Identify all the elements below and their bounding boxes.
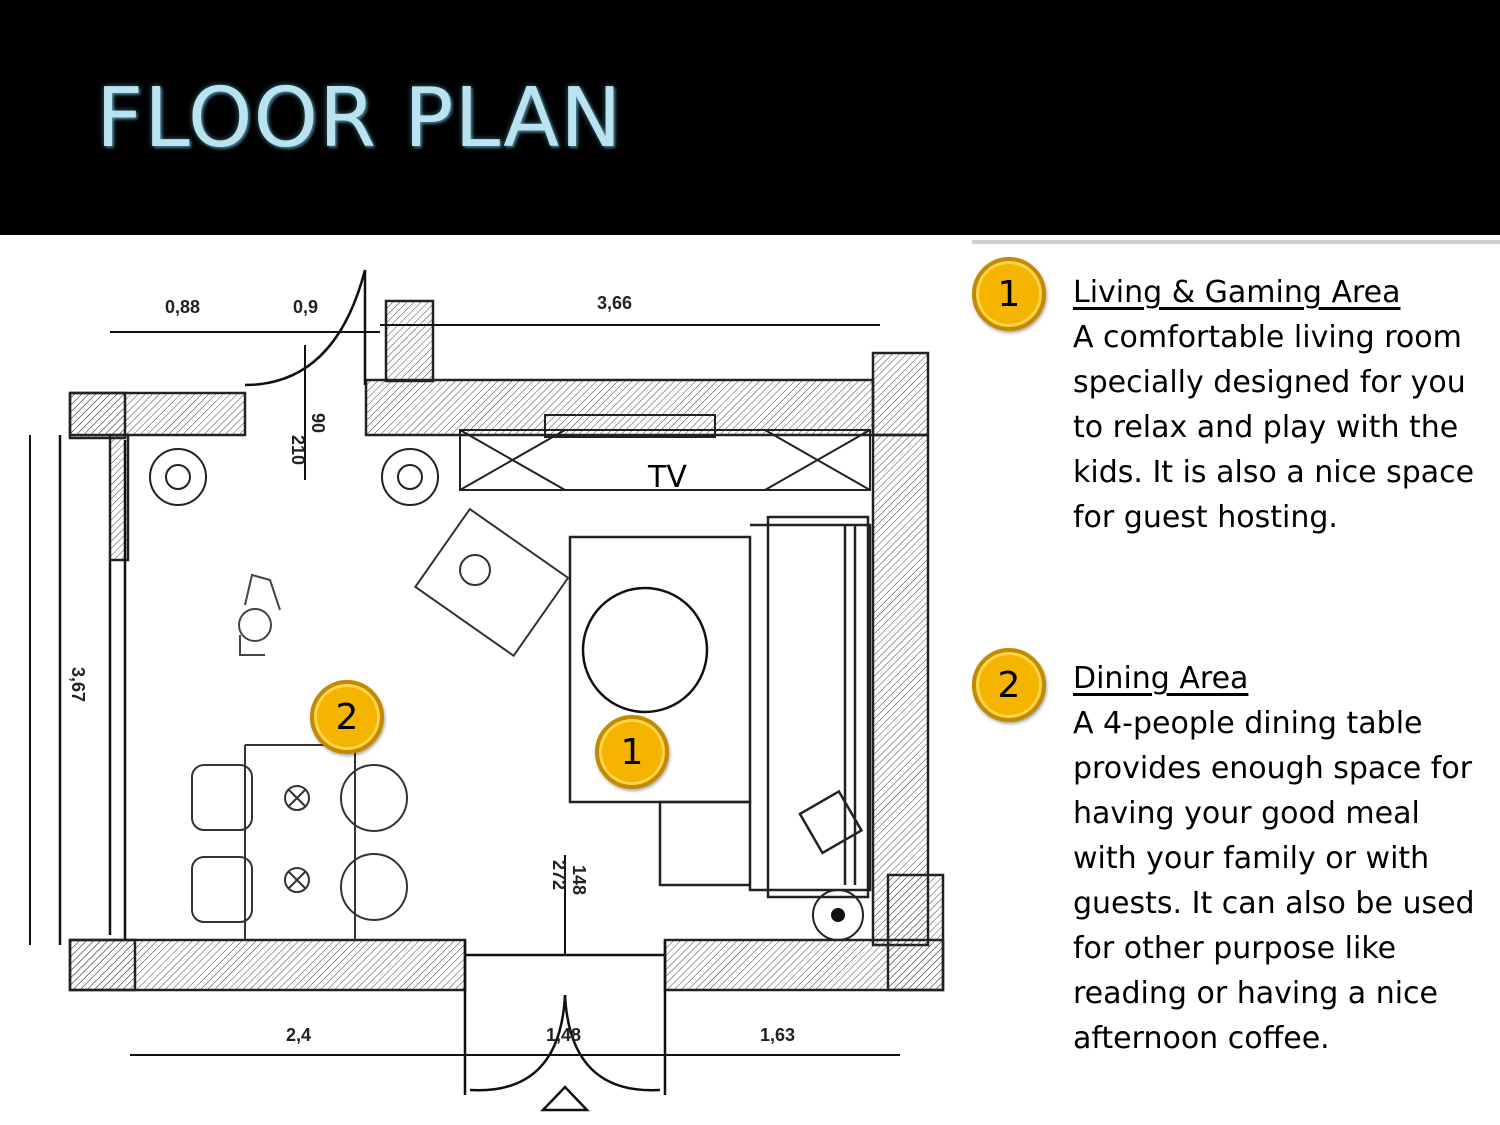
dim-bottom-right: 1,63 bbox=[760, 1025, 796, 1045]
dim-top-door: 0,9 bbox=[293, 297, 319, 317]
dim-top-left: 0,88 bbox=[165, 297, 201, 317]
area-1-badge: 1 bbox=[972, 257, 1046, 331]
sofa bbox=[570, 517, 870, 897]
area-2-description bbox=[1073, 656, 1488, 1061]
dim-272: 272 bbox=[549, 860, 569, 891]
armchair bbox=[415, 509, 568, 656]
area-2-heading: Dining Area bbox=[1073, 661, 1249, 696]
dim-left: 3,67 bbox=[68, 667, 88, 703]
area-1-heading: Living & Gaming Area bbox=[1073, 275, 1401, 310]
dim-top-right: 3,66 bbox=[597, 293, 633, 313]
divider-line bbox=[972, 240, 1500, 244]
dim-bottom-left: 2,4 bbox=[286, 1025, 312, 1045]
plan-marker-living: 1 bbox=[595, 715, 669, 789]
coffee-table bbox=[583, 588, 707, 712]
slide-title: FLOOR PLAN bbox=[96, 71, 623, 166]
area-2-badge: 2 bbox=[972, 648, 1046, 722]
cat-figure bbox=[239, 575, 280, 655]
area-2-body: A 4-people dining table provides enough space for having your good meal with your family or with guests. It can also be used for other purpose like reading or having a nice afternoon coffee. bbox=[1073, 706, 1475, 1056]
dim-148: 148 bbox=[569, 865, 589, 896]
dim-bottom-mid: 1,48 bbox=[546, 1025, 582, 1045]
plan-marker-dining: 2 bbox=[310, 680, 384, 754]
area-1-description bbox=[1073, 270, 1488, 540]
walls bbox=[70, 301, 943, 990]
dining-set bbox=[192, 745, 407, 940]
header-bar bbox=[0, 0, 1500, 235]
floor-plan-drawing bbox=[0, 235, 960, 1125]
area-1-body: A comfortable living room specially designed for you to relax and play with the kids. It is also a nice space for guest hosting. bbox=[1073, 320, 1475, 535]
dim-door-90: 90 bbox=[308, 413, 328, 434]
dim-door-210: 210 bbox=[288, 435, 308, 466]
tv-label: TV bbox=[648, 460, 687, 495]
